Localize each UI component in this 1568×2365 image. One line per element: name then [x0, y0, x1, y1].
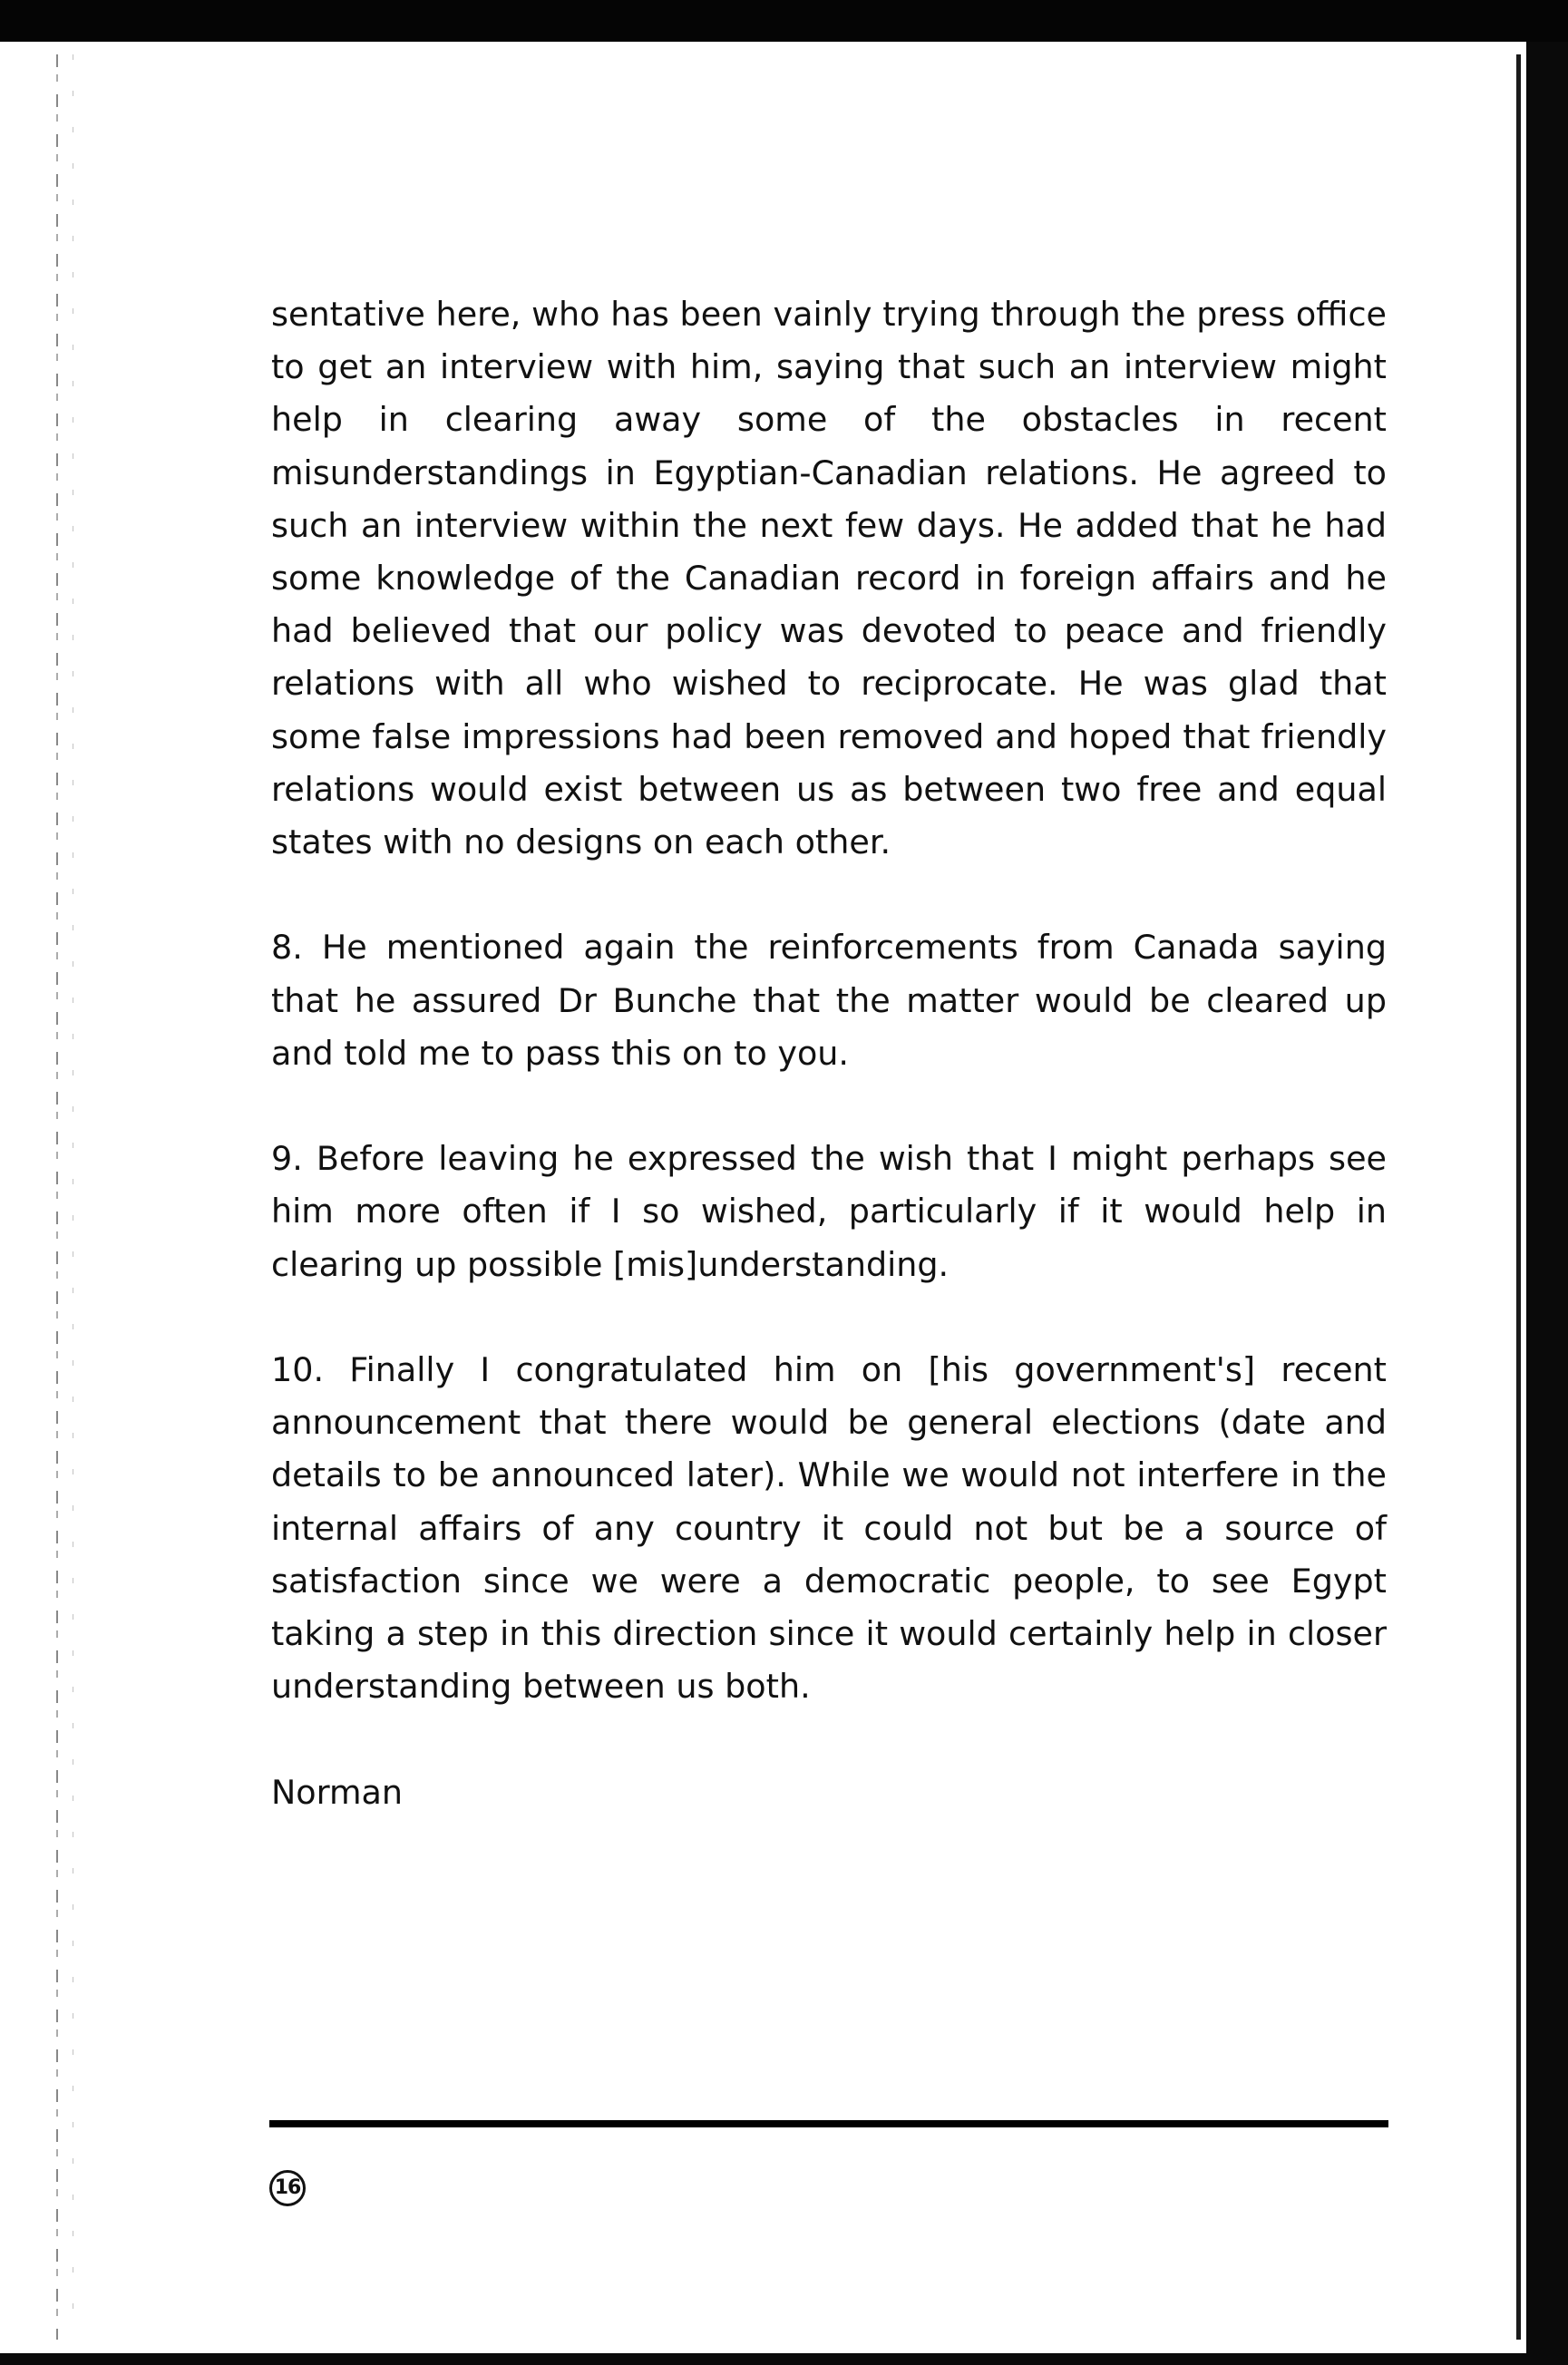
signature: Norman — [271, 1772, 404, 1812]
document-body — [271, 288, 1387, 1819]
paragraph-8: 8. He mentioned again the reinforcements from Canada saying that he assured Dr Bunche that the matter would be cleared up and told me to pass this on to you. — [271, 928, 1387, 1073]
page-number: 16 — [269, 2170, 306, 2206]
binding-edge-mark — [56, 54, 58, 2340]
paragraph-continuation: sentative here, who has been vainly trying through the press office to get an interview with him, saying that such an interview might help in clearing away some of the obstacles in recent misunderstandings in Egyptian-Canadian relations. He agreed to such an interview within the next few days. He added that he had some knowledge of the Canadian record in foreign affairs and he had believed that our policy was devoted to peace and friendly relations with all who wished to reciprocate. He was glad that some false impressions had been removed and hoped that friendly relations would exist between us as between two free and equal states with no designs on each other. — [271, 295, 1387, 862]
footer-rule — [269, 2120, 1388, 2127]
scan-border-bottom — [0, 2353, 1568, 2365]
page-edge-rule — [1516, 54, 1521, 2340]
scan-border-top — [0, 0, 1568, 42]
paragraph-10: 10. Finally I congratulated him on [his government's] recent announcement that there would be general elections (date and details to be announced later). While we would not interfere in the internal affairs of any country it could not but be a source of satisfaction since we were a democratic people, to see Egypt taking a step in this direction since it would certainly help in closer understanding between us both. — [271, 1350, 1387, 1707]
scan-border-right — [1526, 42, 1568, 2353]
paragraph-9: 9. Before leaving he expressed the wish that I might perhaps see him more often if I so wished, particularly if it would help in clearing up possible [mis]understanding. — [271, 1139, 1387, 1284]
